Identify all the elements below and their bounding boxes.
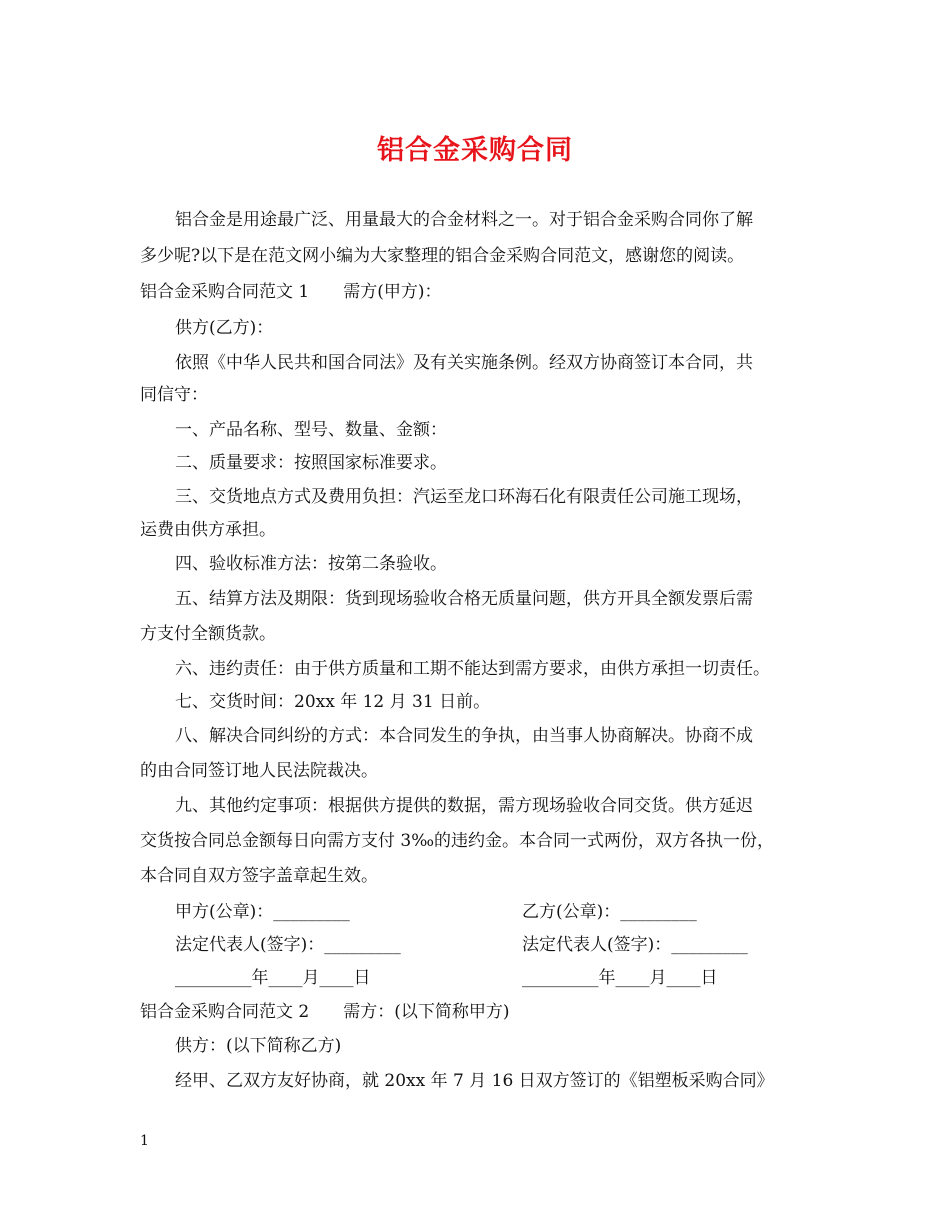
clause-9-line-1: 九、其他约定事项：根据供方提供的数据，需方现场验收合同交货。供方延迟	[175, 796, 753, 816]
sample2-heading: 铝合金采购合同范文 2	[140, 1002, 310, 1022]
sample1-heading: 铝合金采购合同范文 1	[140, 282, 310, 302]
clause-3-line-1: 三、交货地点方式及费用负担：汽运至龙口环海石化有限责任公司施工现场，	[175, 487, 753, 507]
clause-9-line-2: 交货按合同总金额每日向需方支付 3‰的违约金。本合同一式两份，双方各执一份，	[140, 831, 775, 851]
basis-line-2: 同信守：	[140, 385, 208, 405]
clause-5-line-2: 方支付全额货款。	[140, 624, 276, 644]
sample1-buyer: 需方(甲方)：	[343, 282, 442, 302]
sample2-buyer: 需方：(以下简称甲方)	[343, 1002, 510, 1022]
sample2-intro: 经甲、乙双方友好协商，就 20xx 年 7 月 16 日双方签订的《铝塑板采购合同》	[175, 1071, 774, 1091]
clause-8-line-1: 八、解决合同纠纷的方式：本合同发生的争执，由当事人协商解决。协商不成	[175, 726, 753, 746]
party-b-seal: 乙方(公章)：_________	[522, 902, 697, 922]
clause-4: 四、验收标准方法：按第二条验收。	[175, 554, 447, 574]
basis-line-1: 依照《中华人民共和国合同法》及有关实施条例。经双方协商签订本合同，共	[175, 353, 753, 373]
page-number: 1	[140, 1133, 149, 1149]
clause-1: 一、产品名称、型号、数量、金额：	[175, 420, 447, 440]
clause-3-line-2: 运费由供方承担。	[140, 520, 276, 540]
clause-7: 七、交货时间：20xx 年 12 月 31 日前。	[175, 692, 491, 712]
sample2-heading-row	[140, 1000, 510, 1024]
clause-2: 二、质量要求：按照国家标准要求。	[175, 453, 447, 473]
intro-line-2: 多少呢?以下是在范文网小编为大家整理的铝合金采购合同范文，感谢您的阅读。	[140, 246, 745, 266]
clause-5-line-1: 五、结算方法及期限：货到现场验收合格无质量问题，供方开具全额发票后需	[175, 589, 753, 609]
party-a-representative: 法定代表人(签字)：_________	[175, 935, 401, 955]
clause-6: 六、违约责任：由于供方质量和工期不能达到需方要求，由供方承担一切责任。	[175, 659, 770, 679]
party-b-date: _________年____月____日	[522, 968, 718, 988]
page-title: 铝合金采购合同	[377, 135, 573, 166]
sample2-seller: 供方：(以下简称乙方)	[175, 1036, 342, 1056]
party-a-date: _________年____月____日	[175, 968, 371, 988]
sample1-heading-row	[140, 280, 442, 304]
sample1-seller: 供方(乙方)：	[175, 318, 274, 338]
clause-8-line-2: 的由合同签订地人民法院裁决。	[140, 761, 378, 781]
clause-9-line-3: 本合同自双方签字盖章起生效。	[140, 866, 378, 886]
party-a-seal: 甲方(公章)：_________	[175, 902, 350, 922]
intro-line-1: 铝合金是用途最广泛、用量最大的合金材料之一。对于铝合金采购合同你了解	[175, 210, 753, 230]
party-b-representative: 法定代表人(签字)：_________	[522, 935, 748, 955]
